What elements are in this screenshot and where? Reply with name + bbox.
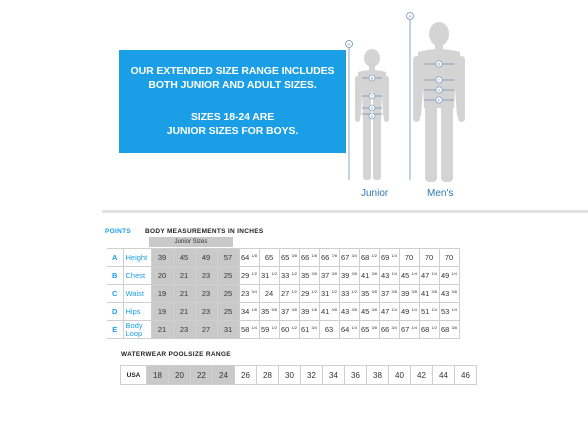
adult-value-fraction: 1/2 [331,289,337,294]
junior-value-cell: 21 [173,285,195,303]
adult-value-whole: 29 [301,289,310,298]
adult-value-fraction: 1/4 [351,325,357,330]
adult-value-fraction: 1/4 [251,325,257,330]
adult-value-fraction: 1/2 [271,271,277,276]
adult-value-fraction: 3/8 [371,289,377,294]
adult-poolsize-cell: 36 [345,366,367,385]
adult-value-cell [439,303,459,321]
adult-value-cell [399,321,419,339]
adult-value-cell [439,285,459,303]
adult-value-whole: 61 [301,325,310,334]
point-marker: E [107,321,123,339]
adult-value-cell [359,321,379,339]
body-measurements-table [107,248,460,339]
adult-value-fraction: 3/8 [291,253,297,258]
adult-value-fraction: 1/2 [371,253,377,258]
adult-value-fraction: 1/4 [451,271,457,276]
adult-value-whole: 37 [281,307,290,316]
junior-poolsize-cell: 24 [213,366,235,385]
banner-line-2: BOTH JUNIOR AND ADULT SIZES. [148,79,317,91]
measurement-label: Waist [123,285,151,303]
adult-value-cell [299,285,319,303]
adult-value-whole: 68 [421,325,430,334]
adult-value-cell [339,321,359,339]
point-marker: D [107,303,123,321]
adult-value-cell [379,285,399,303]
adult-value-fraction: 1/2 [291,271,297,276]
adult-value-cell [359,267,379,285]
adult-value-whole: 53 [441,307,450,316]
adult-value-whole: 68 [441,325,450,334]
junior-value-cell: 25 [217,267,239,285]
adult-value-fraction: 1/2 [431,325,437,330]
adult-value-cell [419,285,439,303]
measurement-label: Chest [123,267,151,285]
adult-value-fraction: 1/4 [411,271,417,276]
adult-value-fraction: 3/8 [351,307,357,312]
junior-marker-c-label: C [370,94,374,99]
adult-value-fraction: 3/4 [311,325,317,330]
adult-value-whole: 37 [321,271,330,280]
adult-value-fraction: 3/8 [451,289,457,294]
adult-value-fraction: 7/8 [331,253,337,258]
adult-value-whole: 29 [241,271,250,280]
adult-value-cell [439,249,459,267]
adult-value-fraction: 3/4 [391,325,397,330]
banner-line-4: JUNIOR SIZES FOR BOYS. [166,125,299,137]
adult-value-fraction: 3/4 [251,289,257,294]
adult-value-whole: 33 [281,271,290,280]
adult-value-whole: 31 [261,271,270,280]
adult-value-whole: 47 [381,307,390,316]
adult-poolsize-cell: 28 [257,366,279,385]
adult-poolsize-cell: 44 [433,366,455,385]
adult-value-whole: 64 [241,253,250,262]
adult-value-fraction: 1/2 [291,289,297,294]
adult-poolsize-cell: 32 [301,366,323,385]
adult-value-cell [419,249,439,267]
adult-value-whole: 65 [264,253,274,262]
adult-value-cell [279,285,299,303]
adult-value-cell [259,321,279,339]
point-marker: C [107,285,123,303]
adult-value-cell [319,303,339,321]
adult-value-cell [339,303,359,321]
adult-value-cell [239,303,259,321]
adult-poolsize-cell: 40 [389,366,411,385]
adult-value-fraction: 1/2 [311,289,317,294]
adult-poolsize-cell: 26 [235,366,257,385]
adult-value-whole: 59 [261,325,270,334]
adult-value-fraction: 1/8 [311,253,317,258]
adult-value-whole: 64 [341,325,350,334]
junior-value-cell: 23 [195,285,217,303]
adult-value-fraction: 1/8 [311,307,317,312]
junior-value-cell: 19 [151,303,173,321]
adult-value-whole: 70 [424,253,434,262]
points-heading: POINTS [105,228,131,235]
adult-value-cell [279,249,299,267]
adult-value-cell [319,249,339,267]
junior-marker-b-label: B [370,76,374,81]
adult-value-whole: 43 [341,307,350,316]
adult-value-whole: 41 [321,307,330,316]
measurement-row [107,267,459,285]
measurement-row [107,303,459,321]
adult-value-fraction: 1/2 [271,325,277,330]
adult-value-fraction: 5/8 [271,307,277,312]
adult-value-cell [379,321,399,339]
adult-value-fraction: 1/2 [251,271,257,276]
mens-figure-label: Men's [427,188,454,199]
adult-value-whole: 37 [381,289,390,298]
adult-value-cell [299,267,319,285]
mens-marker-c-label: C [437,77,441,83]
measurement-label: Height [123,249,151,267]
measurement-label: Hips [123,303,151,321]
adult-value-fraction: 1/4 [431,271,437,276]
measurement-row [107,285,459,303]
adult-value-fraction: 3/8 [331,271,337,276]
junior-value-cell: 20 [151,267,173,285]
adult-value-whole: 60 [281,325,290,334]
adult-value-fraction: 3/8 [311,271,317,276]
adult-value-whole: 58 [241,325,250,334]
adult-value-whole: 65 [281,253,290,262]
poolsize-row [121,366,477,385]
adult-value-cell [299,321,319,339]
adult-value-whole: 67 [401,325,410,334]
adult-value-fraction: 3/8 [351,271,357,276]
adult-value-fraction: 1/8 [251,307,257,312]
adult-value-cell [339,249,359,267]
adult-value-whole: 66 [321,253,330,262]
adult-value-cell [319,285,339,303]
adult-value-cell [419,303,439,321]
adult-value-whole: 41 [361,271,370,280]
junior-value-cell: 31 [217,321,239,339]
adult-value-cell [439,321,459,339]
adult-value-whole: 45 [361,307,370,316]
mens-marker-b-label: B [437,61,441,67]
adult-value-cell [319,267,339,285]
adult-value-cell [379,303,399,321]
adult-value-whole: 63 [324,325,334,334]
banner-line-3: SIZES 18-24 ARE [190,111,275,123]
adult-value-fraction: 1/2 [351,289,357,294]
adult-value-whole: 66 [381,325,390,334]
poolsize-table [120,365,477,385]
junior-value-cell: 57 [217,249,239,267]
adult-value-fraction: 3/8 [391,289,397,294]
adult-value-fraction: 1/8 [251,253,257,258]
adult-value-cell [399,249,419,267]
junior-value-cell: 23 [195,267,217,285]
adult-value-cell [239,285,259,303]
adult-value-whole: 35 [361,289,370,298]
adult-value-whole: 43 [381,271,390,280]
junior-marker-d-label: D [370,106,374,111]
adult-value-whole: 35 [301,271,310,280]
adult-value-cell [259,285,279,303]
adult-value-fraction: 3/8 [451,325,457,330]
adult-value-cell [379,249,399,267]
adult-value-whole: 39 [301,307,310,316]
adult-value-cell [319,321,339,339]
junior-poolsize-cell: 22 [191,366,213,385]
adult-value-whole: 47 [421,271,430,280]
adult-value-whole: 69 [381,253,390,262]
junior-marker-a-label: A [347,42,351,47]
poolsize-title: WATERWEAR POOLSIZE RANGE [121,351,231,358]
junior-poolsize-cell: 18 [147,366,169,385]
adult-value-cell [279,321,299,339]
junior-value-cell: 21 [151,321,173,339]
junior-value-cell: 23 [173,321,195,339]
junior-value-cell: 27 [195,321,217,339]
adult-value-whole: 43 [441,289,450,298]
adult-value-cell [259,267,279,285]
adult-value-cell [399,303,419,321]
measurement-row [107,249,459,267]
adult-value-fraction: 1/4 [391,271,397,276]
adult-value-whole: 49 [441,271,450,280]
adult-value-fraction: 3/8 [331,307,337,312]
junior-value-cell: 21 [173,267,195,285]
adult-value-fraction: 3/8 [431,289,437,294]
adult-value-whole: 45 [401,271,410,280]
junior-value-cell: 25 [217,285,239,303]
adult-value-whole: 68 [361,253,370,262]
adult-value-cell [359,303,379,321]
adult-value-fraction: 1/4 [411,307,417,312]
adult-value-cell [359,285,379,303]
adult-value-whole: 39 [341,271,350,280]
adult-value-whole: 49 [401,307,410,316]
adult-value-fraction: 3/8 [371,271,377,276]
adult-value-whole: 66 [301,253,310,262]
adult-value-fraction: 1/4 [451,307,457,312]
junior-value-cell: 21 [173,303,195,321]
usa-label-cell: USA [121,366,147,385]
adult-value-fraction: 3/4 [351,253,357,258]
adult-value-cell [339,285,359,303]
adult-value-whole: 34 [241,307,250,316]
adult-value-cell [399,285,419,303]
adult-poolsize-cell: 30 [279,366,301,385]
size-range-banner [119,50,346,153]
adult-value-fraction: 1/4 [431,307,437,312]
junior-poolsize-cell: 20 [169,366,191,385]
adult-value-cell [259,249,279,267]
junior-value-cell: 49 [195,249,217,267]
mens-marker-d-label: D [437,87,441,93]
junior-marker-e-label: E [370,114,374,119]
adult-value-cell [259,303,279,321]
adult-value-fraction: 1/2 [291,325,297,330]
adult-value-whole: 31 [321,289,330,298]
point-marker: A [107,249,123,267]
adult-value-cell [339,267,359,285]
adult-value-fraction: 1/4 [411,325,417,330]
adult-value-cell [299,249,319,267]
adult-value-cell [419,267,439,285]
adult-value-cell [379,267,399,285]
adult-value-fraction: 3/8 [411,289,417,294]
mens-marker-a-label: A [408,14,412,19]
adult-poolsize-cell: 42 [411,366,433,385]
junior-value-cell: 45 [173,249,195,267]
adult-value-cell [359,249,379,267]
adult-value-cell [299,303,319,321]
adult-value-fraction: 3/8 [371,325,377,330]
adult-poolsize-cell: 34 [323,366,345,385]
adult-value-cell [399,267,419,285]
adult-value-whole: 65 [361,325,370,334]
adult-value-cell [239,321,259,339]
junior-value-cell: 25 [217,303,239,321]
body-measurements-title: BODY MEASUREMENTS IN INCHES [145,228,264,235]
measurement-row [107,321,459,339]
adult-value-whole: 41 [421,289,430,298]
adult-value-cell [279,267,299,285]
junior-value-cell: 19 [151,285,173,303]
adult-value-whole: 51 [421,307,430,316]
adult-value-whole: 23 [241,289,250,298]
junior-sizes-label: Junior Sizes [149,237,233,247]
adult-value-whole: 70 [444,253,454,262]
adult-value-cell [439,267,459,285]
adult-poolsize-cell: 46 [455,366,477,385]
junior-value-cell: 39 [151,249,173,267]
adult-value-cell [419,321,439,339]
adult-value-whole: 27 [281,289,290,298]
adult-value-cell [239,249,259,267]
adult-poolsize-cell: 38 [367,366,389,385]
adult-value-fraction: 1/4 [391,307,397,312]
body-figures-illustration [340,4,588,204]
banner-line-1: OUR EXTENDED SIZE RANGE INCLUDES [130,65,335,77]
adult-value-whole: 39 [401,289,410,298]
adult-value-whole: 70 [404,253,414,262]
adult-value-whole: 35 [261,307,270,316]
junior-figure-label: Junior [361,188,389,199]
point-marker: B [107,267,123,285]
adult-value-fraction: 1/4 [391,253,397,258]
adult-value-whole: 67 [341,253,350,262]
junior-value-cell: 23 [195,303,217,321]
adult-value-cell [279,303,299,321]
measurement-label: Body Loop [123,321,151,339]
adult-value-cell [239,267,259,285]
adult-value-whole: 33 [341,289,350,298]
adult-value-fraction: 3/8 [371,307,377,312]
mens-marker-e-label: E [437,97,441,103]
adult-value-whole: 24 [264,289,274,298]
adult-value-fraction: 3/8 [291,307,297,312]
